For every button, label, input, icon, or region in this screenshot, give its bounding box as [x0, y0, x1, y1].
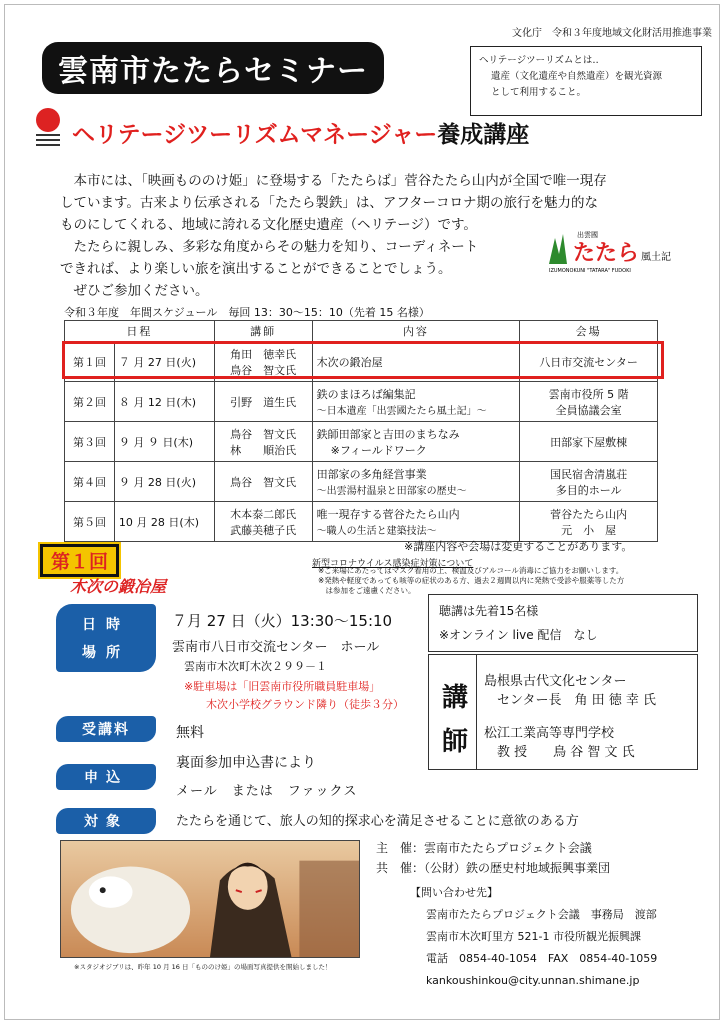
- intro-line: たたらに親しみ、多彩な角度からその魅力を知り、コーディネート: [60, 239, 479, 255]
- online-line: ※オンライン live 配信 なし: [439, 628, 598, 642]
- lecturer-name: 引野 道生氏: [230, 395, 297, 409]
- label-target: 対象: [56, 808, 156, 834]
- cell-lecturer: [214, 422, 312, 462]
- venue-name: 菅谷たたら山内: [550, 507, 628, 521]
- lecturer-line: センター長 角 田 徳 幸 氏: [484, 693, 657, 708]
- content-subtitle: ※フィールドワーク: [330, 443, 427, 457]
- subtitle-black: 養成講座: [437, 122, 530, 148]
- event-address: 雲南市木次町木次２９９－１: [184, 660, 327, 673]
- table-row: [65, 502, 658, 542]
- sponsor-text: 文化庁 令和３年度地域文化財活用推進事業: [512, 28, 712, 39]
- content-subtitle: ～出雲湯村温泉と田部家の歴史～: [316, 486, 467, 497]
- session-badge: 第１回: [40, 544, 119, 577]
- venue-name: 国民宿舎清嵐荘: [550, 467, 628, 481]
- organizer-main: 主 催：雲南市たたらプロジェクト会議: [376, 841, 592, 855]
- lecturer-name: 武藤美穂子氏: [230, 523, 297, 537]
- first-session-highlight: [62, 341, 664, 379]
- contact-title: 【問い合わせ先】: [410, 886, 498, 899]
- parking-note: ※駐車場は「旧雲南市役所職員駐車場」: [184, 680, 381, 693]
- header-content: 内容: [312, 321, 520, 342]
- parking-detail: 木次小学校グラウンド隣り（徒歩３分）: [206, 698, 404, 711]
- contact-phone: 電話 0854-40-1054 FAX 0854-40-1059: [426, 952, 658, 965]
- photo-caption: ※スタジオジブリは、昨年 10 月 16 日「もののけ姫」の場面写真提供を開始しました！: [74, 963, 332, 971]
- tree-icon: [549, 234, 567, 264]
- content-title: 鉄のまほろば編集記: [316, 388, 416, 401]
- target-audience: たたらを通じて、旅人の知的探求心を満足させることに意欲のある方: [176, 814, 579, 829]
- lecturer-name: 木本泰二郎氏: [230, 507, 297, 521]
- header-lecturer: 講師: [214, 321, 312, 342]
- cell-content: [312, 462, 520, 502]
- fee-value: 無料: [176, 725, 204, 741]
- cell-date: ９ 月 ９ 日(木): [114, 422, 214, 462]
- table-row: [65, 422, 658, 462]
- lecturer-heading: [440, 676, 470, 764]
- content-title: 唯一現存する菅谷たたら山内: [316, 508, 460, 521]
- label-datetime: 日時: [82, 617, 130, 633]
- main-title: 雲南市たたらセミナー: [42, 42, 384, 94]
- info-line-1: ヘリテージツーリズムとは‥: [479, 55, 599, 66]
- intro-line: ものにしてくれる、地域に誇れる文化歴史遺産（ヘリテージ）です。: [60, 217, 477, 233]
- subtitle-red: ヘリテージツーリズムマネージャー: [72, 122, 438, 148]
- contact-info: [410, 882, 657, 992]
- venue-name: 八日市交流センター: [539, 355, 638, 369]
- covid-note: ※ご来場にあたってはマスク着用の上、検温及びアルコール消毒にご協力をお願いします。: [318, 566, 624, 575]
- intro-line: ぜひご参加ください。: [60, 283, 209, 299]
- change-note: ※講座内容や会場は変更することがあります。: [404, 540, 633, 553]
- label-place: 場所: [82, 645, 130, 661]
- cell-date: ８ 月 12 日(木): [114, 382, 214, 422]
- lecturer-line: 松江工業高等専門学校: [484, 726, 615, 741]
- sun-logo-icon: [36, 108, 60, 132]
- cell-venue: [520, 382, 658, 422]
- cell-content: [312, 422, 520, 462]
- lecturer-name: 鳥谷 智文氏: [230, 363, 297, 377]
- intro-line: できれば、より楽しい旅を演出することができることでしょう。: [60, 261, 452, 277]
- cell-lecturer: [214, 462, 312, 502]
- lecturer-kanji: 講: [441, 683, 468, 713]
- content-subtitle: ～日本遺産「出雲國たたら風土記」～: [316, 406, 487, 417]
- apply-channels: メール または ファックス: [176, 784, 358, 799]
- cell-lecturer: [214, 502, 312, 542]
- cell-venue: [520, 422, 658, 462]
- cell-no: 第３回: [65, 422, 115, 462]
- event-venue: 雲南市八日市交流センター ホール: [172, 640, 380, 655]
- heritage-info-box: [470, 46, 702, 116]
- event-datetime: ７月 27 日（火）13:30～15:10: [172, 612, 393, 630]
- table-row: [65, 462, 658, 502]
- movie-scene-photo: [60, 840, 360, 958]
- intro-line: しています。古来より伝承される「たたら製鉄」は、アフターコロナ期の旅行を魅力的な: [60, 195, 598, 211]
- lecturer-line: 教 授 鳥 谷 智 文 氏: [484, 745, 635, 760]
- covid-title: 新型コロナウイルス感染症対策について: [312, 559, 474, 569]
- tatara-fudoki-logo: [545, 228, 685, 274]
- label-fee: 受講料: [56, 716, 156, 742]
- lecturer-spacer: [484, 710, 656, 724]
- contact-address: 雲南市木次町里方 521-1 市役所観光振興課: [426, 930, 641, 943]
- lecturer-list: [484, 672, 656, 762]
- lecturer-kanji: 師: [441, 727, 468, 757]
- quota-box: [428, 594, 698, 652]
- label-apply: 申込: [56, 764, 156, 790]
- cell-no: 第５回: [65, 502, 115, 542]
- content-title: 木次の鍛冶屋: [316, 355, 383, 369]
- lecturer-name: 角田 徳幸氏: [230, 347, 297, 361]
- cell-content: [312, 382, 520, 422]
- cell-lecturer: [214, 382, 312, 422]
- cell-date: 10 月 28 日(木): [114, 502, 214, 542]
- contact-office: 雲南市たたらプロジェクト会議 事務局 渡部: [426, 908, 657, 921]
- cell-no: 第２回: [65, 382, 115, 422]
- content-title: 田部家の多角経営事業: [316, 468, 427, 481]
- session-topic: 木次の鍛冶屋: [70, 577, 167, 596]
- lecturer-name: 鳥谷 智文氏: [230, 427, 297, 441]
- venue-room: 元 小 屋: [561, 523, 617, 537]
- lecturer-name: 林 順治氏: [230, 443, 297, 457]
- logo-fudoki-text: 風土記: [641, 252, 671, 263]
- info-line-3: として利用すること。: [491, 87, 587, 99]
- cell-no: 第４回: [65, 462, 115, 502]
- intro-line: 本市には、「映画もののけ姫」に登場する「たたらば」菅谷たたら山内が全国で唯一現存: [60, 173, 607, 189]
- cell-venue: [520, 502, 658, 542]
- contact-email[interactable]: kankoushinkou@city.unnan.shimane.jp: [426, 974, 640, 987]
- datetime-place-label: [56, 604, 156, 672]
- logo-roman-text: IZUMONOKUNI "TATARA" FUDOKI: [549, 268, 631, 274]
- lecturer-name: 鳥谷 智文氏: [230, 475, 297, 489]
- lecturer-divider: [476, 654, 477, 770]
- schedule-header-row: [65, 321, 658, 342]
- cell-content: [312, 502, 520, 542]
- lecturer-line: 島根県古代文化センター: [484, 674, 627, 689]
- covid-note: は参加をご遠慮ください。: [318, 586, 416, 595]
- cell-date: ９ 月 28 日(火): [114, 462, 214, 502]
- info-line-2: 遺産（文化遺産や自然遺産）を観光資源: [491, 71, 663, 83]
- venue-name: 田部家下屋敷棟: [550, 435, 628, 449]
- content-subtitle: ～職人の生活と建築技法～: [316, 526, 437, 537]
- organizer-co: 共 催：（公財）鉄の歴史村地域振興事業団: [376, 861, 611, 875]
- header-venue: 会場: [520, 321, 658, 342]
- organizers: [376, 838, 610, 878]
- venue-room: 多目的ホール: [555, 483, 622, 497]
- header-date: 日程: [65, 321, 215, 342]
- cell-venue: [520, 462, 658, 502]
- covid-note: ※発熱や軽度であっても咳等の症状のある方、過去２週間以内に発熱で受診や服薬等した方: [318, 576, 625, 585]
- covid-notes: [318, 566, 708, 596]
- content-title: 鉄師田部家と吉田のまちなみ: [316, 427, 460, 441]
- subtitle: [72, 116, 529, 149]
- cell-date: ７ 月 27 日(火): [114, 342, 214, 382]
- venue-name: 雲南市役所 5 階: [548, 387, 629, 401]
- apply-method: 裏面参加申込書により: [176, 755, 316, 771]
- logo-main-text: たたら: [573, 241, 640, 266]
- logo-lines-icon: [36, 134, 60, 150]
- logo-small-text: 出雲國: [577, 231, 598, 239]
- venue-room: 全員協議会室: [555, 403, 622, 417]
- schedule-label: 令和３年度 年間スケジュール 毎回 13：30～15：10（先着 15 名様）: [64, 306, 430, 319]
- table-row: [65, 382, 658, 422]
- cell-no: 第１回: [65, 342, 115, 382]
- quota-line: 聴講は先着15名様: [439, 604, 539, 618]
